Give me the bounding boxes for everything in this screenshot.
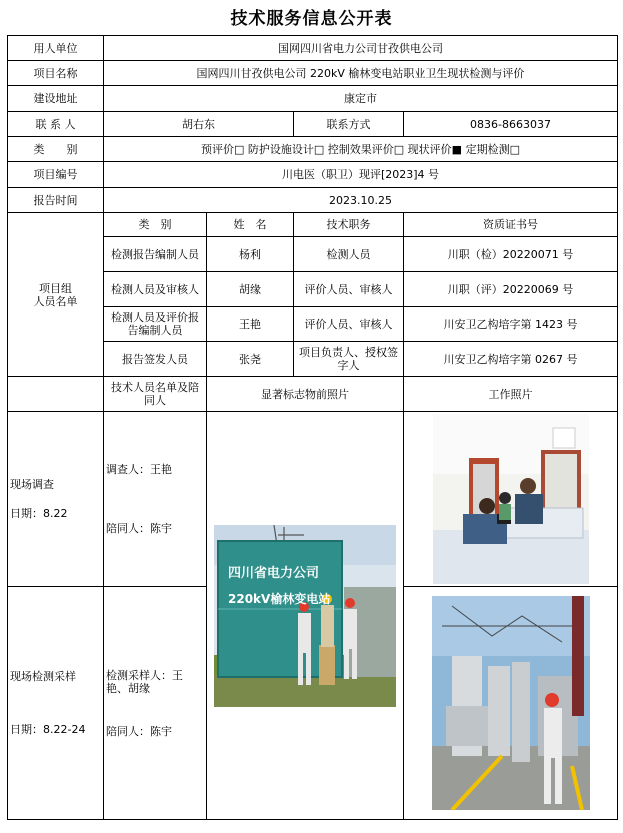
- project-name-value: 国网四川甘孜供电公司 220kV 榆林变电站职业卫生现状检测与评价: [104, 61, 618, 86]
- info-table: [7, 35, 618, 820]
- phone-label: 联系方式: [294, 112, 404, 137]
- member-cert: 川安卫乙构培字第 0267 号: [404, 342, 618, 377]
- sampling-sampler: 检测采样人：王艳、胡缘: [106, 668, 183, 695]
- contact-label: 联 系 人: [8, 112, 104, 137]
- work-photo-cell-1: [404, 412, 618, 587]
- sign-line1: 四川省电力公司: [228, 565, 320, 581]
- team-header-category: 类 别: [104, 213, 207, 237]
- survey-label: 现场调查: [10, 478, 54, 491]
- team-header-cert: 资质证书号: [404, 213, 618, 237]
- team-group-label: 项目组 人员名单: [8, 213, 104, 377]
- photos-header-work: 工作照片: [404, 377, 618, 412]
- member-category: 检测人员及评价报告编制人员: [104, 307, 207, 342]
- sampling-label: 现场检测采样: [10, 670, 76, 683]
- survey-staff-cell: [104, 412, 207, 587]
- sampling-staff-cell: [104, 587, 207, 820]
- landmark-photo: [214, 525, 396, 707]
- page-title: 技术服务信息公开表: [230, 9, 393, 29]
- sampling-date: 日期：8.22-24: [10, 723, 86, 736]
- address-label: 建设地址: [8, 86, 104, 112]
- member-name: 胡缘: [207, 272, 294, 307]
- photos-header-landmark: 显著标志物前照片: [207, 377, 404, 412]
- unit-value: 国网四川省电力公司甘孜供电公司: [104, 36, 618, 61]
- category-label: 类 别: [8, 137, 104, 162]
- photos-header-blank: [8, 377, 104, 412]
- landmark-photo-cell: [207, 412, 404, 820]
- member-category: 检测报告编制人员: [104, 237, 207, 272]
- team-header-title: 技术职务: [294, 213, 404, 237]
- survey-date: 日期：8.22: [10, 507, 68, 520]
- work-photo-substation: [432, 596, 590, 810]
- project-no-label: 项目编号: [8, 162, 104, 188]
- report-time-value: 2023.10.25: [104, 188, 618, 213]
- photos-header-staff: 技术人员名单及陪同人: [104, 377, 207, 412]
- member-title: 评价人员、审核人: [294, 272, 404, 307]
- sampling-companion: 陪同人：陈宇: [106, 724, 172, 738]
- member-name: 杨利: [207, 237, 294, 272]
- member-name: 王艳: [207, 307, 294, 342]
- work-photo-office: [433, 414, 589, 584]
- member-name: 张尧: [207, 342, 294, 377]
- survey-investigator: 调查人：王艳: [106, 463, 172, 476]
- sampling-cell: [8, 587, 104, 820]
- contact-value: 胡右东: [104, 112, 294, 137]
- survey-cell: [8, 412, 104, 587]
- category-value: 预评价□ 防护设施设计□ 控制效果评价□ 现状评价■ 定期检测□: [104, 137, 618, 162]
- member-title: 评价人员、审核人: [294, 307, 404, 342]
- report-time-label: 报告时间: [8, 188, 104, 213]
- member-title: 检测人员: [294, 237, 404, 272]
- team-header-name: 姓 名: [207, 213, 294, 237]
- project-no-value: 川电医（职卫）现评[2023]4 号: [104, 162, 618, 188]
- member-cert: 川职（评）20220069 号: [404, 272, 618, 307]
- member-category: 报告签发人员: [104, 342, 207, 377]
- address-value: 康定市: [104, 86, 618, 112]
- project-name-label: 项目名称: [8, 61, 104, 86]
- unit-label: 用人单位: [8, 36, 104, 61]
- member-category: 检测人员及审核人: [104, 272, 207, 307]
- sign-line2: 220kV榆林变电站: [228, 591, 331, 606]
- member-title: 项目负责人、授权签字人: [294, 342, 404, 377]
- work-photo-cell-2: [404, 587, 618, 820]
- phone-value: 0836-8663037: [404, 112, 618, 137]
- survey-companion: 陪同人：陈宇: [106, 522, 172, 535]
- member-cert: 川职（检）20220071 号: [404, 237, 618, 272]
- member-cert: 川安卫乙构培字第 1423 号: [404, 307, 618, 342]
